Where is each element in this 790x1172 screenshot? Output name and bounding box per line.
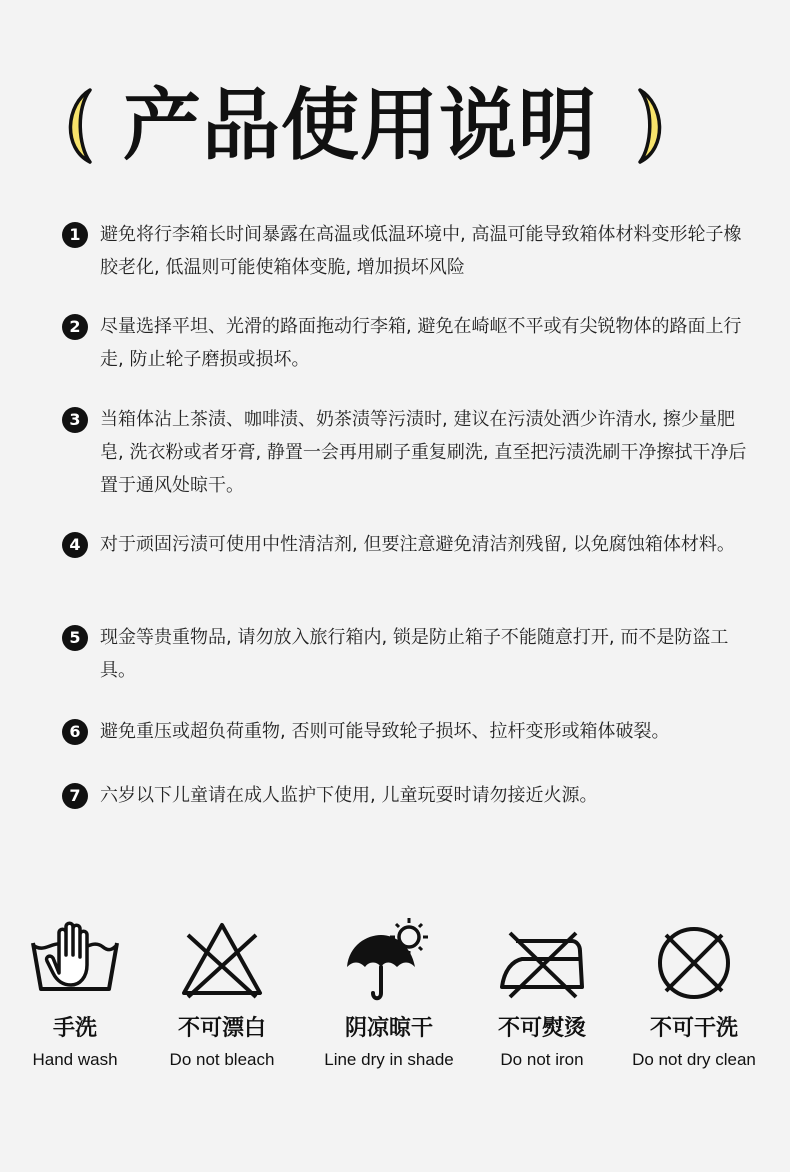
- line-dry-shade-icon: [339, 915, 439, 1007]
- caption-en: Do not iron: [500, 1050, 584, 1069]
- number-badge: 3: [62, 407, 88, 433]
- caption-zh: 不可干洗: [649, 1016, 738, 1041]
- no-bleach-icon: [172, 915, 272, 1007]
- caption-en: Do not dry clean: [632, 1050, 756, 1069]
- instruction-text: 当箱体沾上茶渍、咖啡渍、奶茶渍等污渍时, 建议在污渍处洒少许清水, 擦少量肥皂, 洗衣粉或者牙膏, 静置一会再用刷子重复刷洗, 直至把污渍洗刷干净擦拭干净后置于通风处晾干。: [100, 409, 747, 496]
- caption-en: Line dry in shade: [324, 1050, 454, 1069]
- number-badge: 1: [62, 222, 88, 248]
- instruction-text: 现金等贵重物品, 请勿放入旅行箱内, 锁是防止箱子不能随意打开, 而不是防盗工具。: [100, 627, 729, 681]
- caption-zh: 阴凉晾干: [344, 1016, 433, 1041]
- caption-en: Do not bleach: [169, 1050, 275, 1069]
- number-badge: 7: [62, 783, 88, 809]
- hand-wash-icon: [25, 915, 125, 1007]
- number-badge: 4: [62, 532, 88, 558]
- no-iron-icon: [492, 915, 592, 1007]
- number-badge: 2: [62, 314, 88, 340]
- title-section: [0, 78, 790, 178]
- instruction-text: 对于顽固污渍可使用中性清洁剂, 但要注意避免清洁剂残留, 以免腐蚀箱体材料。: [100, 534, 735, 555]
- caption-zh: 不可熨烫: [497, 1016, 586, 1041]
- caption-en: Hand wash: [32, 1050, 118, 1069]
- page-title: 产品使用说明: [122, 81, 597, 171]
- instruction-text: 避免重压或超负荷重物, 否则可能导致轮子损坏、拉杆变形或箱体破裂。: [100, 721, 670, 742]
- no-dry-clean-icon: [644, 915, 744, 1007]
- instruction-text: 尽量选择平坦、光滑的路面拖动行李箱, 避免在崎岖不平或有尖锐物体的路面上行走, 防止轮子磨损或损坏。: [100, 316, 742, 370]
- number-badge: 5: [62, 625, 88, 651]
- instruction-text: 避免将行李箱长时间暴露在高温或低温环境中, 高温可能导致箱体材料变形轮子橡胶老化, 低温则可能使箱体变脆, 增加损坏风险: [100, 224, 742, 278]
- caption-zh: 不可漂白: [177, 1016, 266, 1041]
- caption-zh: 手洗: [52, 1016, 97, 1041]
- right-bracket-icon: [630, 86, 674, 166]
- care-icons-row: [0, 915, 790, 1085]
- instruction-text: 六岁以下儿童请在成人监护下使用, 儿童玩耍时请勿接近火源。: [100, 785, 598, 806]
- number-badge: 6: [62, 719, 88, 745]
- left-bracket-icon: [56, 86, 100, 166]
